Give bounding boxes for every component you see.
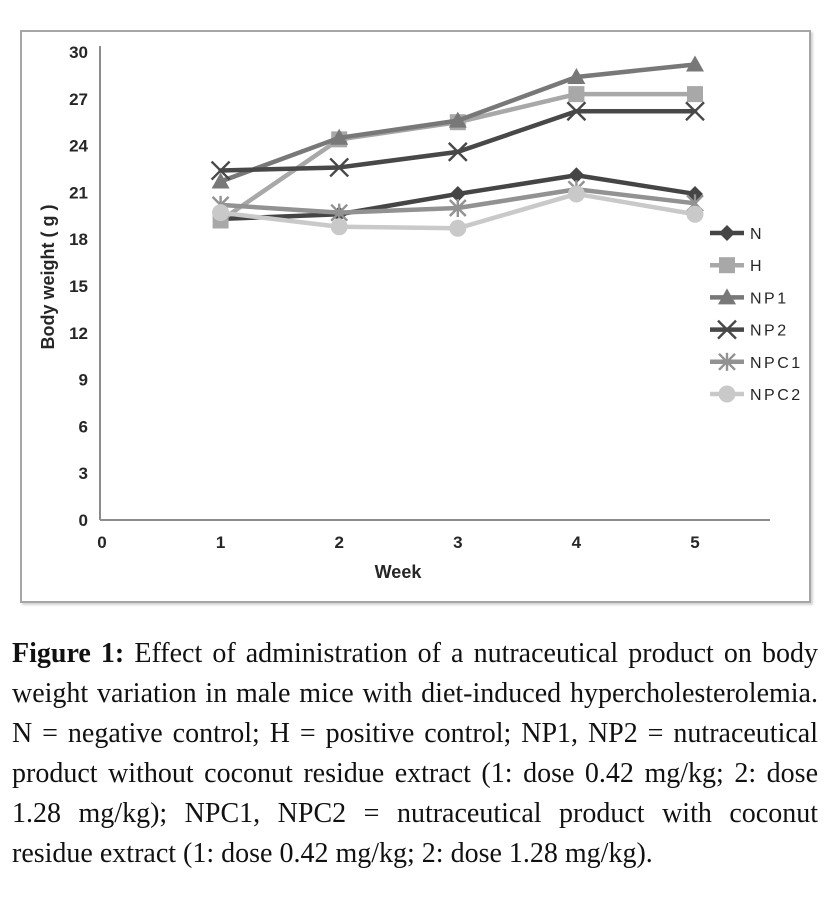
series-point-H — [568, 86, 584, 102]
legend-label-NPC2: NPC2 — [750, 387, 803, 404]
y-axis-tick-label: 24 — [69, 136, 88, 156]
legend-item-NP1 — [710, 288, 789, 307]
series-point-NPC2 — [449, 220, 466, 237]
y-axis-tick-label: 6 — [78, 417, 88, 437]
y-axis-tick-label: 21 — [69, 183, 88, 203]
x-axis-title: Week — [374, 562, 422, 582]
legend-item-N — [710, 225, 764, 243]
x-axis-tick-label: 0 — [97, 533, 107, 552]
legend-label-H: H — [750, 258, 765, 276]
figure-caption-text: Effect of administration of a nutraceutical product on body weight variation in male mice with diet-induced hypercholesterolemia. N = negative control; H = positive control; NP1, NP2 = nutraceutical product without coconut residue extract (1: dose 0.42 mg/kg; 2: dose 1.28 mg/kg); NPC1, NPC2 = nutraceutical product with coconut residue extract (1: dose 0.42 mg/kg; 2: dose 1.28 mg/kg). — [12, 638, 818, 869]
legend-item-NP2 — [710, 321, 789, 340]
y-axis-tick-label: 27 — [69, 89, 88, 109]
legend-label-NPC1: NPC1 — [750, 354, 803, 372]
legend-item-NPC1 — [710, 353, 803, 372]
figure-caption-label: Figure 1: — [12, 638, 125, 669]
x-axis-tick-label: 2 — [334, 533, 344, 552]
y-axis-tick-label: 15 — [69, 277, 88, 296]
legend-label-NP2: NP2 — [750, 322, 789, 340]
chart-frame — [20, 30, 811, 603]
x-axis-tick-label: 4 — [571, 533, 582, 552]
legend-label-N: N — [750, 226, 765, 243]
legend-item-H — [710, 257, 764, 275]
figure-caption — [12, 634, 818, 874]
y-axis-tick-label: 30 — [69, 43, 88, 62]
series-point-NPC2 — [212, 204, 229, 221]
series-point-NPC2 — [568, 185, 585, 202]
y-axis-title: Body weight ( g ) — [38, 204, 58, 350]
x-axis-tick-label: 1 — [215, 533, 226, 552]
legend-item-NPC2 — [710, 386, 803, 405]
y-axis-tick-label: 3 — [78, 464, 88, 484]
legend-label-NP1: NP1 — [750, 290, 789, 308]
y-axis-tick-label: 9 — [78, 370, 88, 390]
legend-marker-N — [719, 225, 735, 241]
legend-marker-H — [719, 257, 735, 273]
series-point-NPC2 — [687, 206, 704, 223]
legend-marker-NPC2 — [719, 386, 736, 403]
y-axis-tick-label: 0 — [78, 511, 88, 530]
y-axis-tick-label: 12 — [69, 323, 88, 343]
y-axis-tick-label: 18 — [69, 230, 88, 250]
x-axis-tick-label: 5 — [690, 533, 700, 552]
series-point-H — [687, 86, 703, 102]
series-point-NPC2 — [331, 218, 348, 235]
x-axis-tick-label: 3 — [453, 533, 463, 552]
body-weight-line-chart — [22, 32, 809, 601]
